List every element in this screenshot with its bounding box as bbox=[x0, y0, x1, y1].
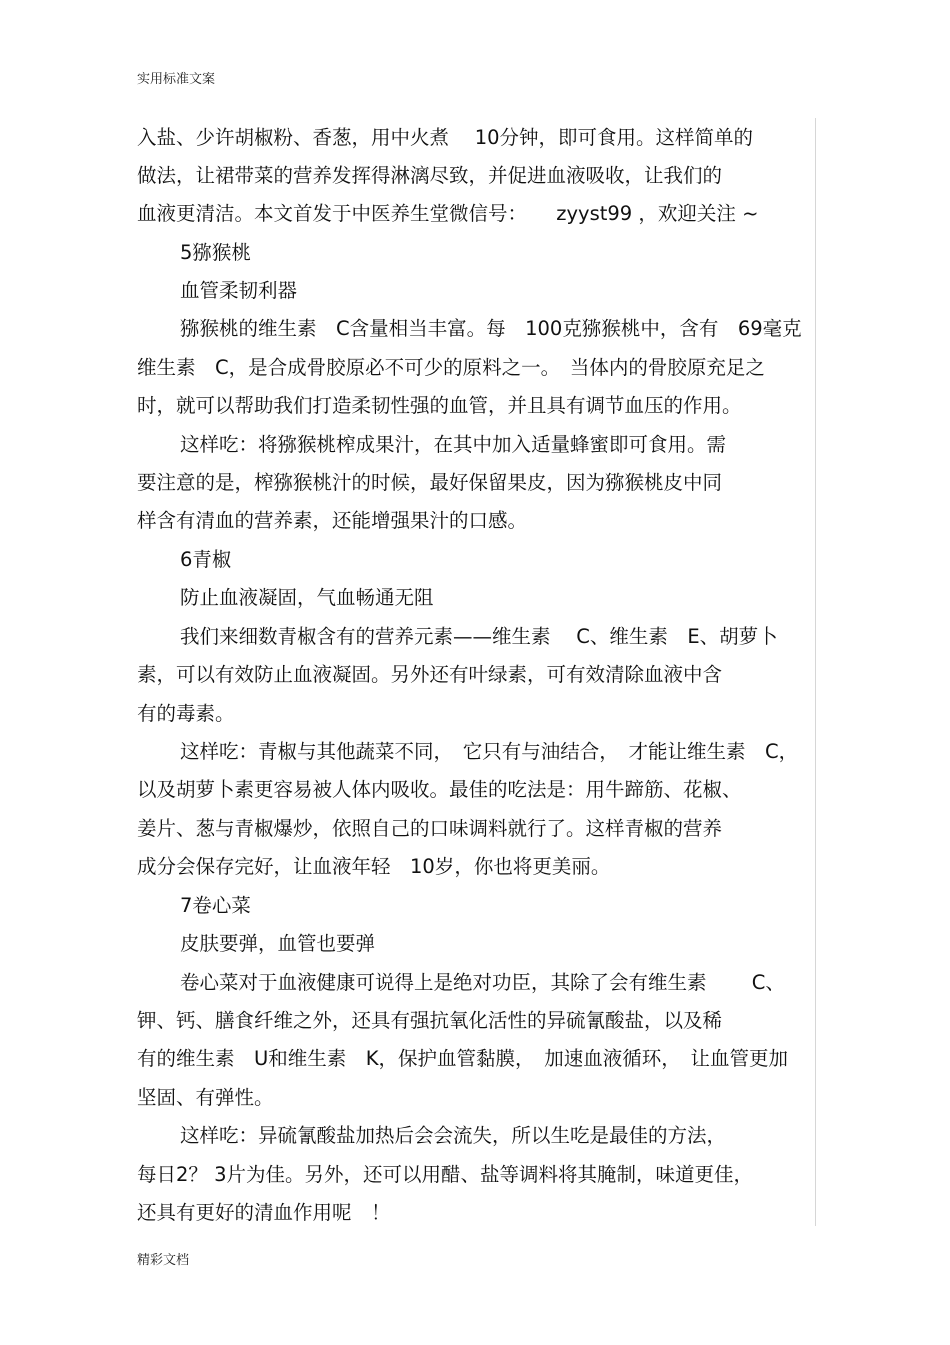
text-line: 猕猴桃的维生素 C含量相当丰富。每 100克猕猴桃中，含有 69毫克 bbox=[180, 317, 802, 340]
page-header: 实用标准文案 bbox=[137, 72, 216, 87]
text-line: 卷心菜对于血液健康可说得上是绝对功臣，其除了会有维生素 C、 bbox=[180, 971, 785, 994]
text-line: 样含有清血的营养素，还能增强果汁的口感。 bbox=[137, 509, 528, 532]
text-line: 每日2？ 3片为佳。另外，还可以用醋、盐等调料将其腌制，味道更佳， bbox=[137, 1163, 754, 1186]
section-heading: 6青椒 bbox=[180, 548, 232, 571]
text-line: 坚固、有弹性。 bbox=[137, 1086, 274, 1109]
text-line: 要注意的是，榨猕猴桃汁的时候，最好保留果皮，因为猕猴桃皮中同 bbox=[137, 471, 723, 494]
text-line: 有的毒素。 bbox=[137, 702, 235, 725]
text-line: 钾、钙、膳食纤维之外，还具有强抗氧化活性的异硫氰酸盐，以及稀 bbox=[137, 1009, 723, 1032]
text-line: 姜片、葱与青椒爆炒，依照自己的口味调料就行了。这样青椒的营养 bbox=[137, 817, 723, 840]
text-line: 还具有更好的清血作用呢 ！ bbox=[137, 1201, 391, 1224]
text-line: 血液更清洁。本文首发于中医养生堂微信号： zyyst99 ，欢迎关注 ~ bbox=[137, 202, 759, 225]
text-line: 有的维生素 U和维生素 K，保护血管黏膜， 加速血液循环， 让血管更加 bbox=[137, 1047, 789, 1070]
text-line: 成分会保存完好，让血液年轻 10岁，你也将更美丽。 bbox=[137, 855, 611, 878]
text-line: 这样吃：将猕猴桃榨成果汁，在其中加入适量蜂蜜即可食用。需 bbox=[180, 433, 727, 456]
section-subheading: 防止血液凝固，气血畅通无阻 bbox=[180, 586, 434, 609]
text-line: 时，就可以帮助我们打造柔韧性强的血管，并且具有调节血压的作用。 bbox=[137, 394, 742, 417]
text-line: 素，可以有效防止血液凝固。另外还有叶绿素，可有效清除血液中含 bbox=[137, 663, 723, 686]
text-line: 做法，让裙带菜的营养发挥得淋漓尽致，并促进血液吸收，让我们的 bbox=[137, 164, 723, 187]
section-subheading: 血管柔韧利器 bbox=[180, 279, 298, 302]
section-heading: 5猕猴桃 bbox=[180, 241, 251, 264]
text-line: 入盐、少许胡椒粉、香葱，用中火煮 10分钟，即可食用。这样简单的 bbox=[137, 126, 754, 149]
text-line: 这样吃：异硫氰酸盐加热后会会流失，所以生吃是最佳的方法， bbox=[180, 1124, 727, 1147]
page-footer: 精彩文档 bbox=[137, 1253, 190, 1268]
section-subheading: 皮肤要弹，血管也要弹 bbox=[180, 932, 376, 955]
text-line: 这样吃：青椒与其他蔬菜不同， 它只有与油结合， 才能让维生素 C， bbox=[180, 740, 799, 763]
section-heading: 7卷心菜 bbox=[180, 894, 251, 917]
text-line: 我们来细数青椒含有的营养元素——维生素 C、维生素 E、胡萝卜 bbox=[180, 625, 778, 648]
text-line: 以及胡萝卜素更容易被人体内吸收。最佳的吃法是：用牛蹄筋、花椒、 bbox=[137, 778, 742, 801]
text-line: 维生素 C，是合成骨胶原必不可少的原料之一。 当体内的骨胶原充足之 bbox=[137, 356, 765, 379]
